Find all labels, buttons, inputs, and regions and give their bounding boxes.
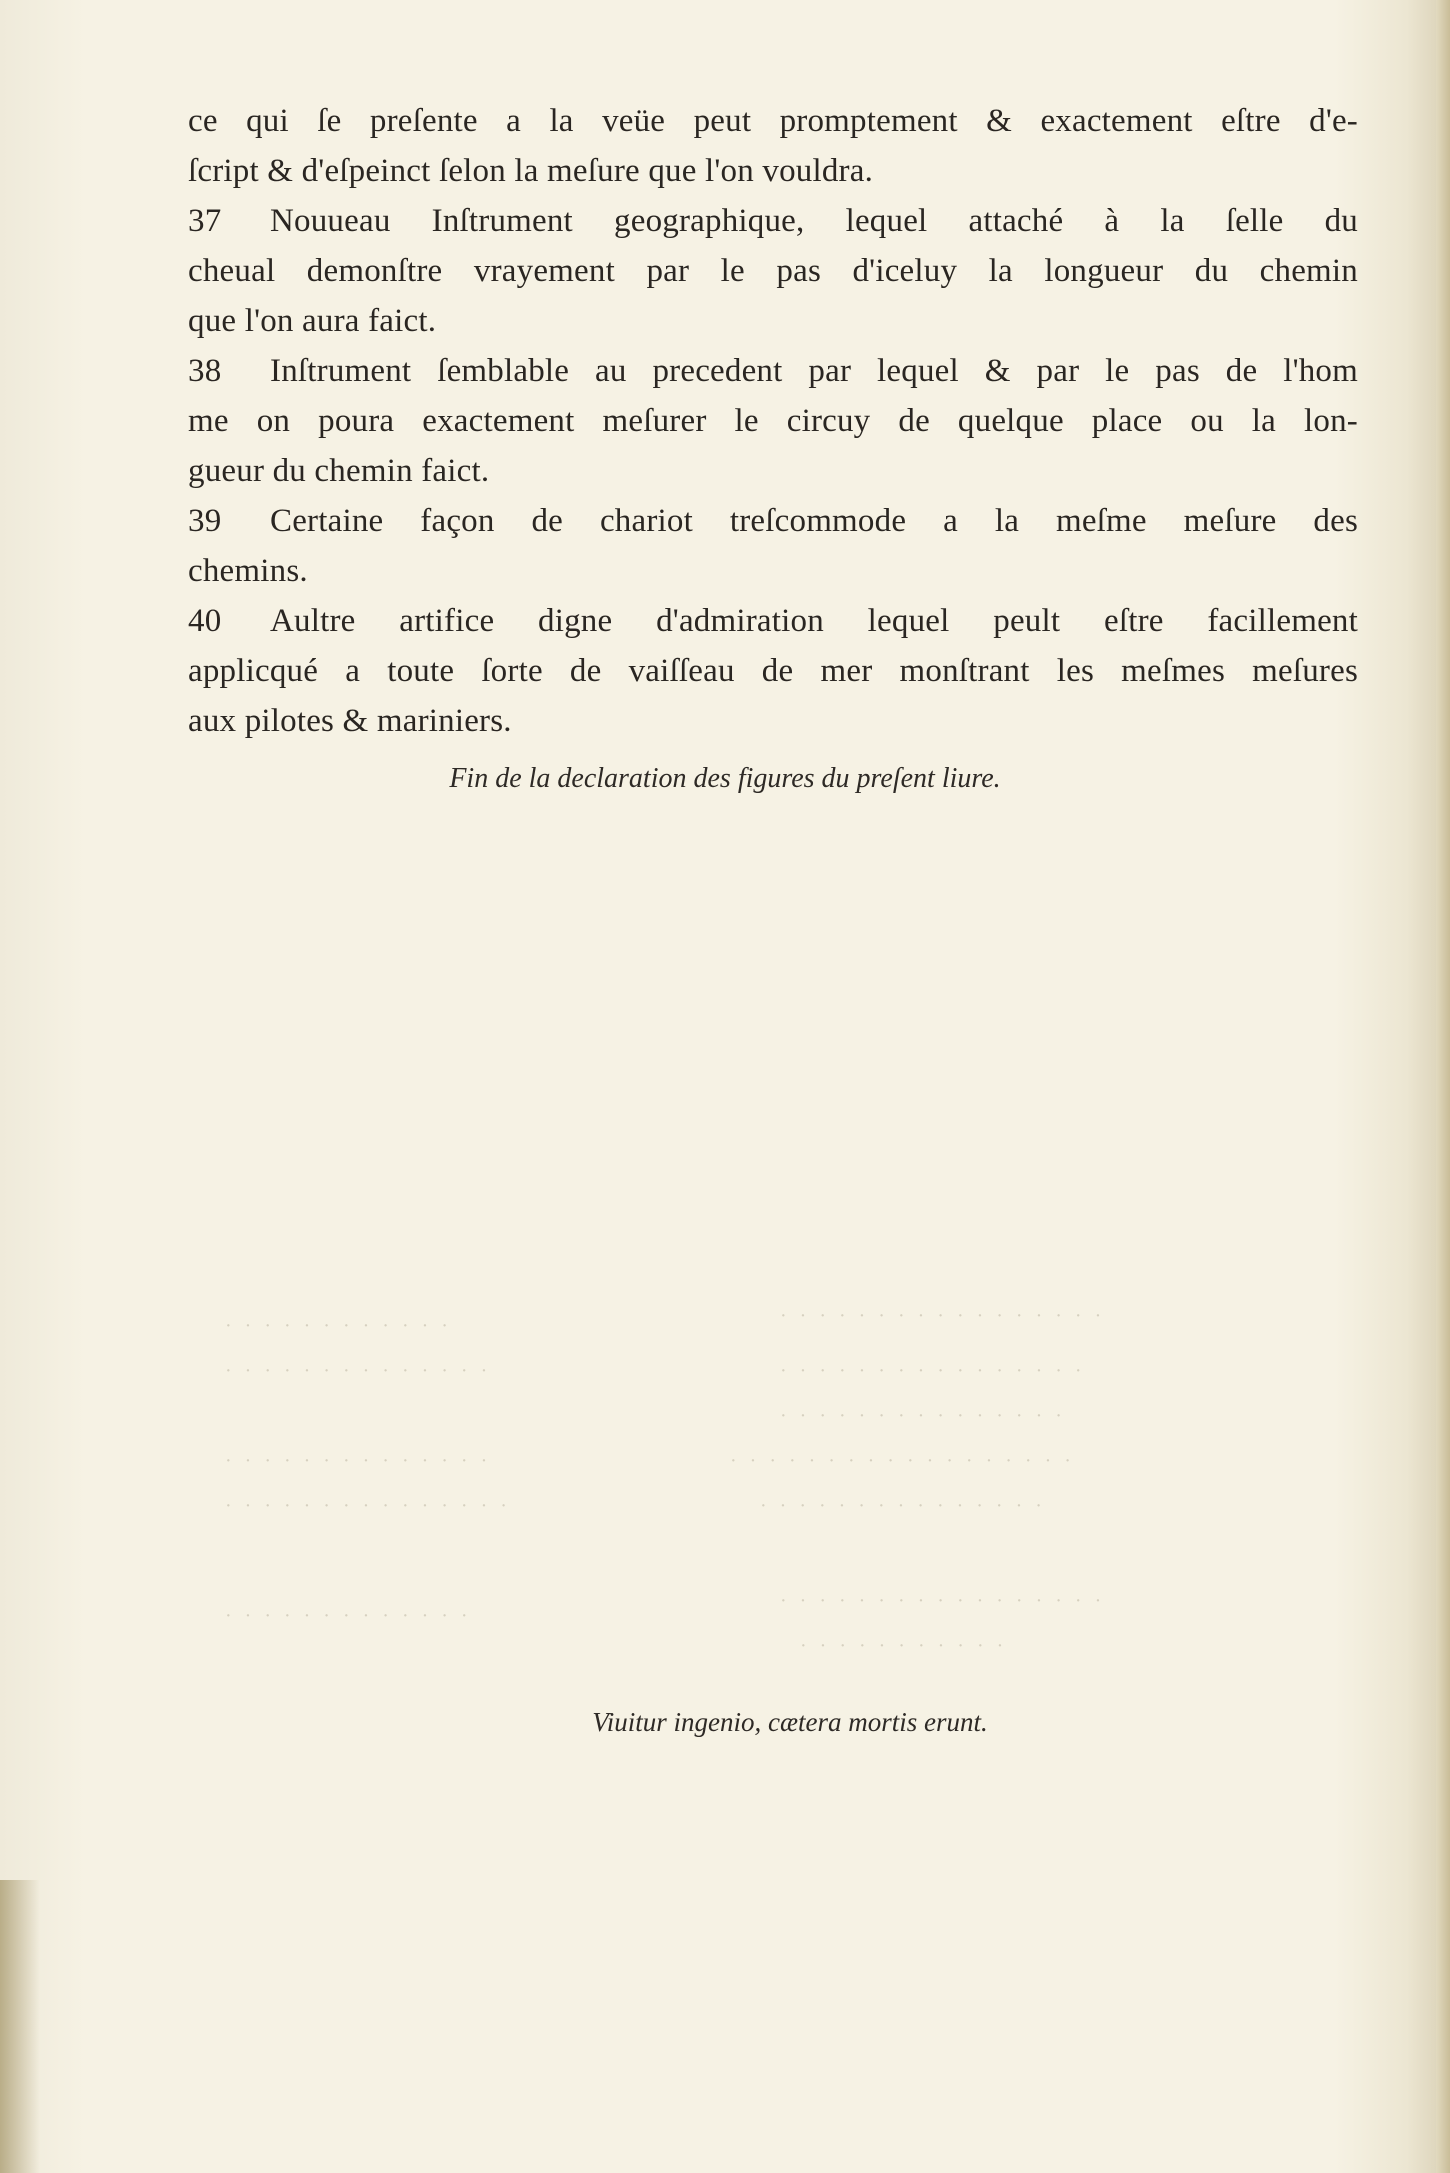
declaration-list <box>188 96 1358 746</box>
entry-line <box>188 196 1358 246</box>
entry-text: Aultre artifice digne d'admiration lequel peult eſtre facillement <box>270 603 1358 639</box>
entry-text: Certaine façon de chariot treſcommode a la meſme meſure des <box>270 503 1358 539</box>
entry-line: aux pilotes & mariniers. <box>188 703 512 739</box>
entry-line: que l'on aura faict. <box>188 303 437 339</box>
entry-number: 39 <box>188 503 222 539</box>
entry-text: Nouueau Inſtrument geographique, lequel attaché à la ſelle du <box>270 203 1358 239</box>
show-through-mark: · · · · · · · · · · · · · · · · · · <box>730 1450 1075 1472</box>
show-through-mark: · · · · · · · · · · · · · · · <box>225 1495 511 1517</box>
show-through-mark: · · · · · · · · · · · <box>800 1635 1008 1657</box>
entry-line <box>188 346 1358 396</box>
show-through-mark: · · · · · · · · · · · · <box>225 1315 452 1337</box>
show-through-mark: · · · · · · · · · · · · · · · <box>760 1495 1046 1517</box>
entry-number: 37 <box>188 203 222 239</box>
entry-line <box>188 596 1358 646</box>
motto: Viuitur ingenio, cætera mortis erunt. <box>592 1707 988 1737</box>
entry-line: chemins. <box>188 553 308 589</box>
show-through-mark: · · · · · · · · · · · · · <box>225 1605 472 1627</box>
entry-line <box>188 496 1358 546</box>
show-through-mark: · · · · · · · · · · · · · · · <box>780 1405 1066 1427</box>
entry-number: 40 <box>188 603 222 639</box>
page-edge <box>1436 0 1450 2173</box>
show-through-mark: · · · · · · · · · · · · · · <box>225 1450 492 1472</box>
show-through-mark: · · · · · · · · · · · · · · <box>225 1360 492 1382</box>
binding-shadow <box>0 1880 40 2173</box>
entry-line: gueur du chemin faict. <box>188 453 490 489</box>
entry-number: 38 <box>188 353 222 389</box>
entry-line: cheual demonſtre vrayement par le pas d'iceluy la longueur du chemin <box>188 253 1358 289</box>
entry-line: ſcript & d'eſpeinct ſelon la meſure que l'on vouldra. <box>188 153 874 189</box>
entry-line: me on poura exactement meſurer le circuy de quelque place ou la lon- <box>188 403 1358 439</box>
entry-line: ce qui ſe preſente a la veüe peut promptement & exactement eſtre d'e- <box>188 103 1358 139</box>
show-through-mark: · · · · · · · · · · · · · · · · · <box>780 1590 1106 1612</box>
show-through-mark: · · · · · · · · · · · · · · · · <box>780 1360 1086 1382</box>
entry-line: applicqué a toute ſorte de vaiſſeau de mer monſtrant les meſmes meſures <box>188 653 1358 689</box>
entry-text: Inſtrument ſemblable au precedent par lequel & par le pas de l'hom <box>270 353 1358 389</box>
closing-line: Fin de la declaration des figures du preſent liure. <box>449 763 1001 794</box>
show-through-mark: · · · · · · · · · · · · · · · · · <box>780 1305 1106 1327</box>
